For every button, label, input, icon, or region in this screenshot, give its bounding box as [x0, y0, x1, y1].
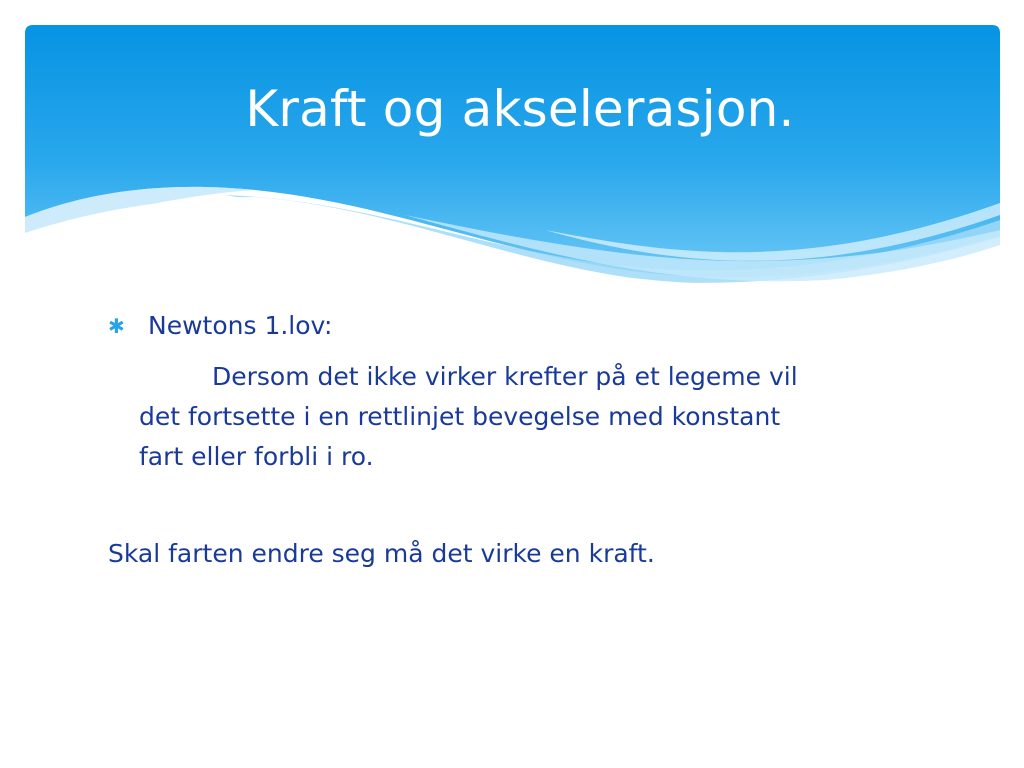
paragraph-line: det fortsette i en rettlinjet bevegelse med konstant: [139, 402, 781, 431]
asterisk-bullet-icon: ✱: [108, 314, 125, 338]
wave-banner-graphic: [25, 25, 1000, 290]
bullet-label: Newtons 1.lov:: [148, 311, 333, 340]
paragraph-line: Dersom det ikke virker krefter på et legeme vil: [212, 362, 798, 391]
slide-title: Kraft og akselerasjon.: [245, 80, 795, 138]
title-banner: [25, 25, 1000, 290]
closing-statement: Skal farten endre seg må det virke en kraft.: [108, 539, 655, 568]
paragraph-line: fart eller forbli i ro.: [139, 442, 374, 471]
bullet-paragraph: [139, 357, 899, 477]
